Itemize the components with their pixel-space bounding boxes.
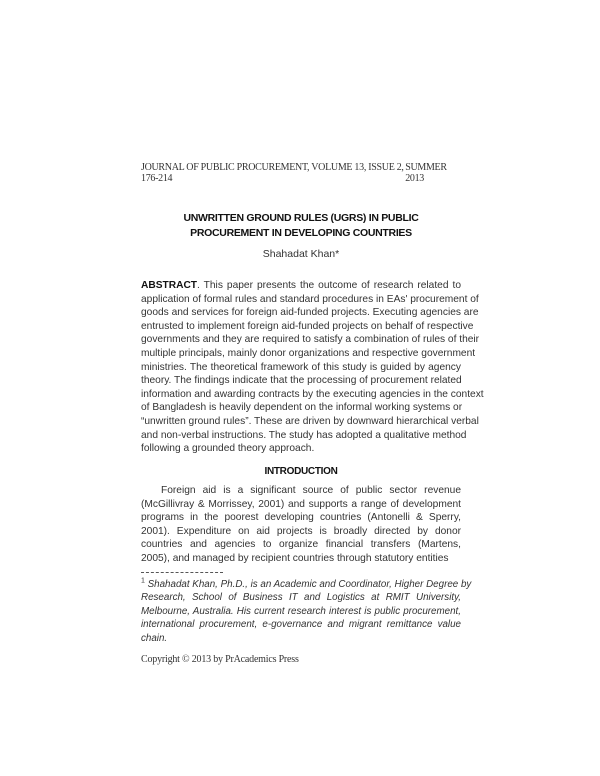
footnote-text: Shahadat Khan, Ph.D., is an Academic and Coordinator, Higher Degree by — [144, 579, 472, 590]
abstract-line — [141, 333, 480, 347]
introduction-line — [141, 552, 461, 566]
footnote-line — [141, 591, 461, 604]
abstract-text: governments and they are required to satisfy a combination of rules of their — [141, 334, 480, 346]
introduction-text: countries and agencies to organize financial transfers (Martens, — [141, 539, 461, 551]
abstract-line — [141, 429, 467, 443]
abstract-label: ABSTRACT — [141, 280, 198, 291]
abstract-line — [141, 279, 461, 293]
copyright-notice: Copyright © 2013 by PrAcademics Press — [141, 654, 299, 665]
abstract-text: goods and services for foreign aid-funded projects. Executing agencies are — [141, 307, 479, 319]
abstract-text: information and awarding contracts by the executing agencies in the context — [141, 388, 484, 400]
footnote-line — [141, 632, 461, 645]
abstract-text: “unwritten ground rules”. These are driven by downward hierarchical verbal — [141, 415, 479, 427]
footnote-line — [141, 577, 472, 591]
abstract-text: and non-verbal instructions. The study has adopted a qualitative method — [141, 429, 467, 441]
footnote-text: Melbourne, Australia. His current research interest is public procurement, — [141, 605, 461, 617]
section-heading-introduction: INTRODUCTION — [264, 466, 338, 477]
abstract-line — [141, 442, 461, 456]
journal-citation: JOURNAL OF PUBLIC PROCUREMENT, VOLUME 13, ISSUE 2, 176-214 — [141, 162, 404, 184]
introduction-text: Foreign aid is a significant source of public sector revenue — [161, 485, 461, 496]
introduction-line — [141, 525, 461, 539]
abstract — [141, 279, 484, 456]
footnote-divider — [141, 572, 223, 573]
paper-title-line-1: UNWRITTEN GROUND RULES (UGRS) IN PUBLIC — [183, 212, 419, 224]
footnote-text: Research, School of Business IT and Logistics at RMIT University, — [141, 592, 461, 604]
introduction-line — [141, 484, 461, 498]
footnote — [141, 577, 472, 645]
footnote-line — [141, 605, 461, 618]
abstract-text: of Bangladesh is heavily dependent on the informal working systems or — [141, 402, 463, 414]
introduction-text: (McGillivray & Morrissey, 2001) and supports a range of development — [141, 498, 461, 510]
introduction-line — [141, 538, 461, 552]
abstract-text: ministries. The theoretical framework of this study is guided by agency — [141, 361, 461, 373]
abstract-line — [141, 415, 479, 429]
footnote-line — [141, 618, 461, 631]
abstract-text: application of formal rules and standard procedures in EAs' procurement of — [141, 293, 479, 305]
abstract-line — [141, 388, 484, 402]
issue-season: SUMMER 2013 — [405, 162, 447, 184]
author-name: Shahadat Khan* — [262, 248, 340, 260]
running-header — [141, 162, 461, 184]
footnote-text: international procurement, e-governance and migrant remittance value — [141, 619, 461, 631]
abstract-line — [141, 306, 479, 320]
abstract-line — [141, 320, 474, 334]
abstract-text: . This paper presents the outcome of research related to — [197, 280, 461, 291]
abstract-text: theory. The findings indicate that the processing of procurement related — [141, 375, 462, 387]
footnote-text: chain. — [141, 632, 168, 644]
abstract-line — [141, 401, 461, 415]
abstract-line — [141, 347, 476, 361]
introduction-line — [141, 511, 461, 525]
introduction-text: 2001). Expenditure on aid projects is broadly directed by donor — [141, 525, 461, 537]
footnote-marker: 1 — [141, 577, 145, 585]
introduction-paragraph — [141, 484, 461, 566]
paper-title-line-2: PROCUREMENT IN DEVELOPING COUNTRIES — [190, 227, 412, 239]
introduction-line — [141, 498, 461, 512]
abstract-text: entrusted to implement foreign aid-funded projects on behalf of respective — [141, 320, 474, 332]
abstract-line — [141, 293, 479, 307]
abstract-line — [141, 361, 461, 375]
introduction-text: 2005), and managed by recipient countries through statutory entities — [141, 552, 449, 564]
introduction-text: programs in the poorest developing countries (Antonelli & Sperry, — [141, 512, 461, 524]
abstract-text: following a grounded theory approach. — [141, 443, 315, 455]
abstract-line — [141, 374, 461, 388]
abstract-text: multiple principals, mainly donor organizations and respective government — [141, 347, 476, 359]
